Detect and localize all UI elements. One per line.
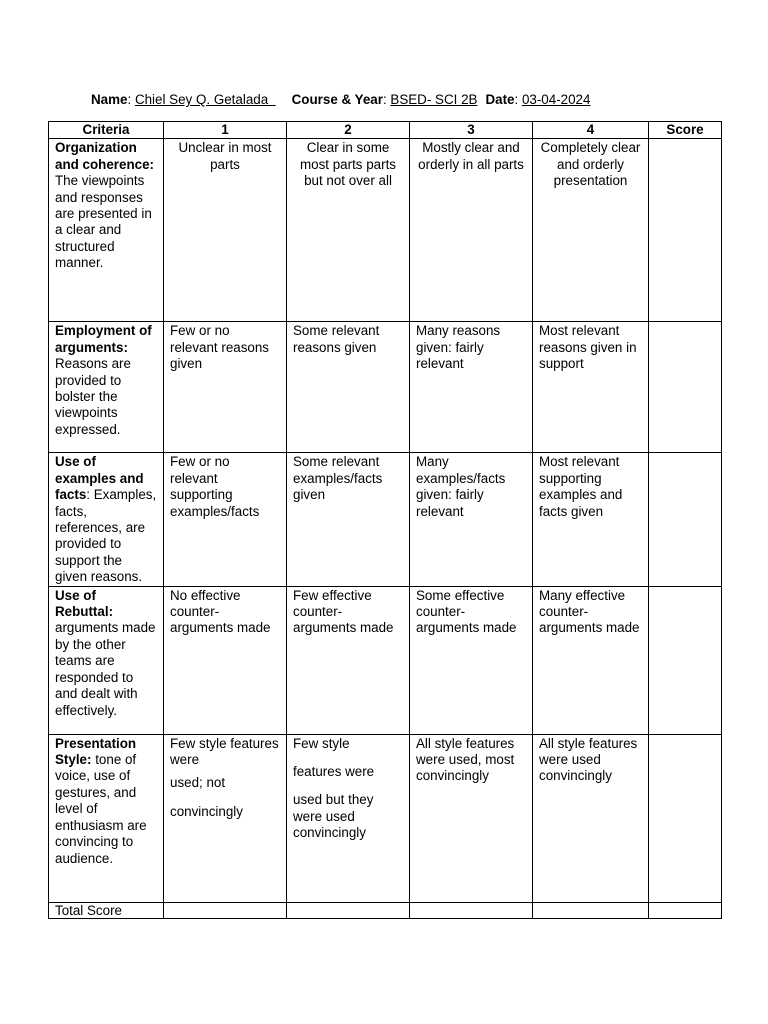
table-row [49, 322, 722, 453]
level-2-text-part: used but they were used convincingly [293, 792, 374, 841]
level-2-text-part: features were [293, 764, 375, 780]
date-value: 03-04-2024 [521, 92, 591, 107]
level-1-cell: Few or no relevant reasons given [164, 322, 287, 453]
total-score-cell[interactable] [649, 902, 722, 918]
level-4-cell: Most relevant reasons given in support [533, 322, 649, 453]
level-4-cell: Most relevant supporting examples and facts given [533, 453, 649, 586]
total-empty-cell [164, 902, 287, 918]
level-2-cell: Some relevant reasons given [287, 322, 410, 453]
column-header-score: Score [649, 122, 722, 139]
score-cell[interactable] [649, 586, 722, 734]
score-cell[interactable] [649, 453, 722, 586]
level-3-cell: All style features were used, most convincingly [410, 734, 533, 902]
criteria-cell [49, 586, 164, 734]
score-cell[interactable] [649, 139, 722, 322]
level-4-cell: Many effective counter-arguments made [533, 586, 649, 734]
total-empty-cell [410, 902, 533, 918]
course-value: BSED- SCI 2B [390, 92, 478, 107]
criteria-title: Organization and coherence: [55, 140, 154, 172]
criteria-title: Presentation Style: [55, 735, 137, 768]
level-1-text-part: convincingly [170, 803, 243, 819]
table-header-row [49, 122, 722, 139]
criteria-cell [49, 139, 164, 322]
total-empty-cell [287, 902, 410, 918]
column-header-criteria: Criteria [49, 122, 164, 139]
level-2-cell: Few effective counter-arguments made [287, 586, 410, 734]
column-header-2: 2 [287, 122, 410, 139]
table-row [49, 734, 722, 902]
column-header-4: 4 [533, 122, 649, 139]
level-3-cell: Many reasons given: fairly relevant [410, 322, 533, 453]
criteria-title: Employment of arguments: [55, 323, 152, 355]
score-cell[interactable] [649, 734, 722, 902]
level-3-cell: Mostly clear and orderly in all parts [410, 139, 533, 322]
level-3-cell: Some effective counter-arguments made [410, 586, 533, 734]
level-2-cell: Some relevant examples/facts given [287, 453, 410, 586]
level-1-cell [164, 734, 287, 902]
level-2-text-part: Few style [293, 735, 350, 751]
total-score-label: Total Score [49, 902, 164, 918]
level-1-cell: Few or no relevant supporting examples/facts [164, 453, 287, 586]
table-row [49, 586, 722, 734]
date-label: Date [485, 92, 515, 107]
criteria-cell [49, 322, 164, 453]
level-1-cell: No effective counter-arguments made [164, 586, 287, 734]
course-label: Course & Year [291, 92, 383, 107]
criteria-description: Reasons are provided to bolster the viewpoints expressed. [55, 356, 131, 437]
rubric-table [48, 121, 722, 919]
criteria-cell [49, 734, 164, 902]
level-3-cell: Many examples/facts given: fairly relevant [410, 453, 533, 586]
level-2-cell: Clear in some most parts parts but not over all [287, 139, 410, 322]
level-1-text-part: used; not [170, 775, 226, 791]
table-row [49, 139, 722, 322]
criteria-title: Use of examples and facts [55, 454, 144, 503]
total-row [49, 902, 722, 918]
table-row [49, 453, 722, 586]
criteria-title: Use of Rebuttal: [55, 587, 114, 620]
name-value: Chiel Sey Q. Getalada [134, 92, 276, 107]
level-1-cell: Unclear in most parts [164, 139, 287, 322]
column-header-1: 1 [164, 122, 287, 139]
level-1-text-part: Few style features were [170, 735, 279, 768]
criteria-description: tone of voice, use of gestures, and level of enthusiasm are convincing to audience. [55, 752, 147, 866]
total-empty-cell [533, 902, 649, 918]
criteria-cell [49, 453, 164, 586]
column-header-3: 3 [410, 122, 533, 139]
name-label: Name [91, 92, 128, 107]
score-cell[interactable] [649, 322, 722, 453]
level-4-cell: Completely clear and orderly presentation [533, 139, 649, 322]
level-4-cell: All style features were used convincingly [533, 734, 649, 902]
criteria-description: : Examples, facts, references, are provided to support the given reasons. [55, 487, 157, 585]
header-line: Name: Chiel Sey Q. Getalada Course & Year: BSED- SCI 2B Date: 03-04-2024 [91, 92, 591, 107]
criteria-description: arguments made by the other teams are responded to and dealt with effectively. [55, 620, 156, 718]
criteria-description: The viewpoints and responses are presented in a clear and structured manner. [55, 173, 152, 271]
level-2-cell [287, 734, 410, 902]
